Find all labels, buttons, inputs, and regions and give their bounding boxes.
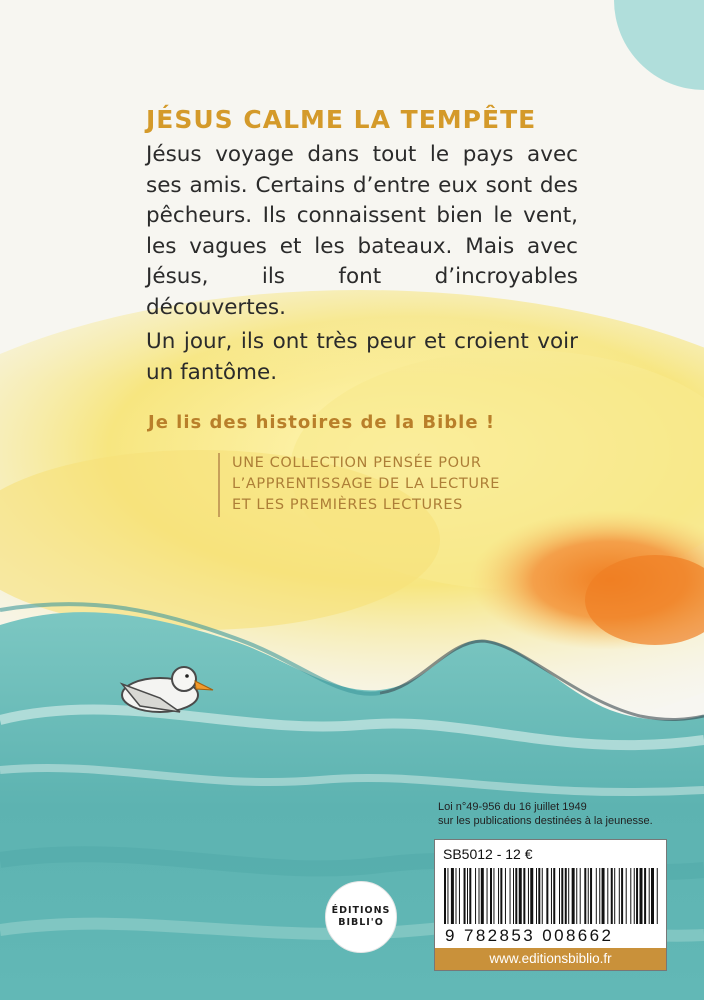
barcode-bar (513, 868, 514, 924)
barcode-bar (561, 868, 563, 924)
barcode-bar (546, 868, 548, 924)
barcode-bar (447, 868, 448, 924)
barcode-bar (490, 868, 492, 924)
legal-notice (438, 800, 668, 828)
barcode-bar (599, 868, 600, 924)
legal-line-1: Loi n°49-956 du 16 juillet 1949 (438, 801, 587, 813)
barcode-bar (464, 868, 466, 924)
website-link[interactable]: www.editionsbiblio.fr (435, 948, 666, 970)
barcode-bar (619, 868, 620, 924)
legal-line-2: sur les publications destinées à la jeunesse. (438, 815, 653, 827)
barcode-bar (614, 868, 615, 924)
barcode-bar (651, 868, 654, 924)
barcode-bar (444, 868, 446, 924)
barcode-bar (538, 868, 540, 924)
barcode (444, 868, 658, 924)
barcode-bar (611, 868, 613, 924)
story-paragraph-2: Un jour, ils ont très peur et croient voir un fantôme. (146, 329, 578, 385)
barcode-bar (657, 868, 658, 924)
collection-line-3: ET LES PREMIÈRES LECTURES (232, 497, 463, 513)
barcode-bar (515, 868, 517, 924)
barcode-bar (644, 868, 646, 924)
barcode-bar (649, 868, 650, 924)
barcode-bar (553, 868, 555, 924)
barcode-bar (510, 868, 511, 924)
barcode-bar (602, 868, 605, 924)
barcode-bar (576, 868, 577, 924)
barcode-bar (590, 868, 592, 924)
barcode-bar (551, 868, 552, 924)
barcode-bar (572, 868, 575, 924)
barcode-bar (626, 868, 627, 924)
barcode-bar (469, 868, 471, 924)
barcode-bar (542, 868, 543, 924)
barcode-bar (505, 868, 506, 924)
barcode-bar (584, 868, 586, 924)
barcode-bar (467, 868, 468, 924)
barcode-bar (475, 868, 476, 924)
story-summary (146, 140, 578, 388)
barcode-bar (580, 868, 581, 924)
barcode-bar (565, 868, 567, 924)
barcode-bar (498, 868, 499, 924)
publisher-logo-line-2: BIBLI'O (338, 917, 384, 928)
reference-price: SB5012 - 12 € (443, 846, 533, 862)
barcode-bar (528, 868, 529, 924)
barcode-bar (607, 868, 608, 924)
isbn-number: 9 782853 008662 (445, 926, 614, 945)
barcode-bar (481, 868, 484, 924)
collection-line-2: L’APPRENTISSAGE DE LA LECTURE (232, 476, 501, 492)
barcode-bar (487, 868, 488, 924)
price-barcode-box (434, 839, 667, 971)
barcode-bar (568, 868, 569, 924)
barcode-bar (636, 868, 638, 924)
barcode-bar (459, 868, 460, 924)
barcode-bar (621, 868, 623, 924)
barcode-bar (588, 868, 589, 924)
barcode-bar (640, 868, 643, 924)
barcode-bar (596, 868, 597, 924)
barcode-bar (500, 868, 502, 924)
collection-title: Je lis des histoires de la Bible ! (148, 412, 496, 433)
barcode-bar (530, 868, 533, 924)
barcode-bar (451, 868, 454, 924)
barcode-bar (479, 868, 480, 924)
collection-description (218, 453, 500, 517)
barcode-bar (519, 868, 522, 924)
publisher-logo-line-1: ÉDITIONS (331, 905, 391, 916)
barcode-bar (630, 868, 631, 924)
barcode-bar (536, 868, 537, 924)
story-paragraph-1: Jésus voyage dans tout le pays avec ses amis. Certains d’entre eux sont des pêcheurs. Ils connaissent bien le vent, les vagues et les bateaux. Mais avec Jésus, ils font d’incroyables découvertes. (146, 142, 578, 320)
barcode-bar (523, 868, 525, 924)
barcode-bar (634, 868, 635, 924)
barcode-bar (559, 868, 560, 924)
story-title: JÉSUS CALME LA TEMPÊTE (146, 104, 537, 134)
collection-line-1: UNE COLLECTION PENSÉE POUR (232, 455, 482, 471)
barcode-bar (493, 868, 494, 924)
publisher-logo (325, 881, 397, 953)
barcode-bar (456, 868, 457, 924)
